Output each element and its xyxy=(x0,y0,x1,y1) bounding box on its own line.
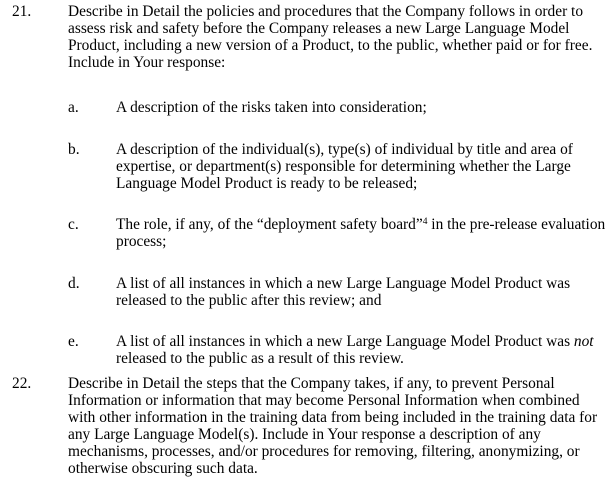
numbered-item-21 xyxy=(0,3,609,73)
item-text: Describe in Detail the steps that the Company takes, if any, to prevent Personal Information or information that may become Personal Information when combined with other information in the training data from being included in the training data for any Large Language Model(s). Include in Your response a description of any mechanisms, processes, and/or procedures for removing, filtering, anonymizing, or otherwise obscuring such data. xyxy=(68,375,598,477)
emphasis-text: not xyxy=(573,333,594,350)
subitem-e xyxy=(0,333,609,368)
footnote-marker: 4 xyxy=(422,217,428,227)
subitem-text: A description of the risks taken into consideration; xyxy=(116,99,427,116)
subitem-b xyxy=(0,141,609,193)
subitem-text-part: in the pre-release evaluation process; xyxy=(116,216,606,250)
subitem-text-part: The role, if any, of the “deployment safety board” xyxy=(116,216,423,233)
numbered-item-22 xyxy=(0,375,609,485)
subitem-letter: d. xyxy=(68,275,80,292)
subitem-text xyxy=(116,333,606,367)
subitem-d xyxy=(0,275,609,310)
item-text: Describe in Detail the policies and procedures that the Company follows in order to assess risk and safety before the Company releases a new Large Language Model Product, including a new version of a Product, to the public, whether paid or for free. Include in Your response: xyxy=(68,3,593,71)
subitem-text-part: released to the public as a result of this review. xyxy=(116,350,404,367)
subitem-text: A description of the individual(s), type(s) of individual by title and area of expertise, or department(s) responsible for determining whether the Large Language Model Product is ready to be released; xyxy=(116,141,573,192)
subitem-letter: c. xyxy=(68,216,79,233)
subitem-c xyxy=(0,216,609,251)
subitem-text: A list of all instances in which a new Large Language Model Product was released to the public after this review; and xyxy=(116,275,571,309)
subitem-a xyxy=(0,99,609,117)
item-number: 21. xyxy=(12,3,32,20)
subitem-text xyxy=(116,216,606,250)
item-number: 22. xyxy=(12,375,32,392)
subitem-letter: b. xyxy=(68,141,80,158)
subitem-text-part: A list of all instances in which a new Large Language Model Product was xyxy=(116,333,574,350)
subitem-letter: a. xyxy=(68,99,79,116)
subitem-letter: e. xyxy=(68,333,79,350)
